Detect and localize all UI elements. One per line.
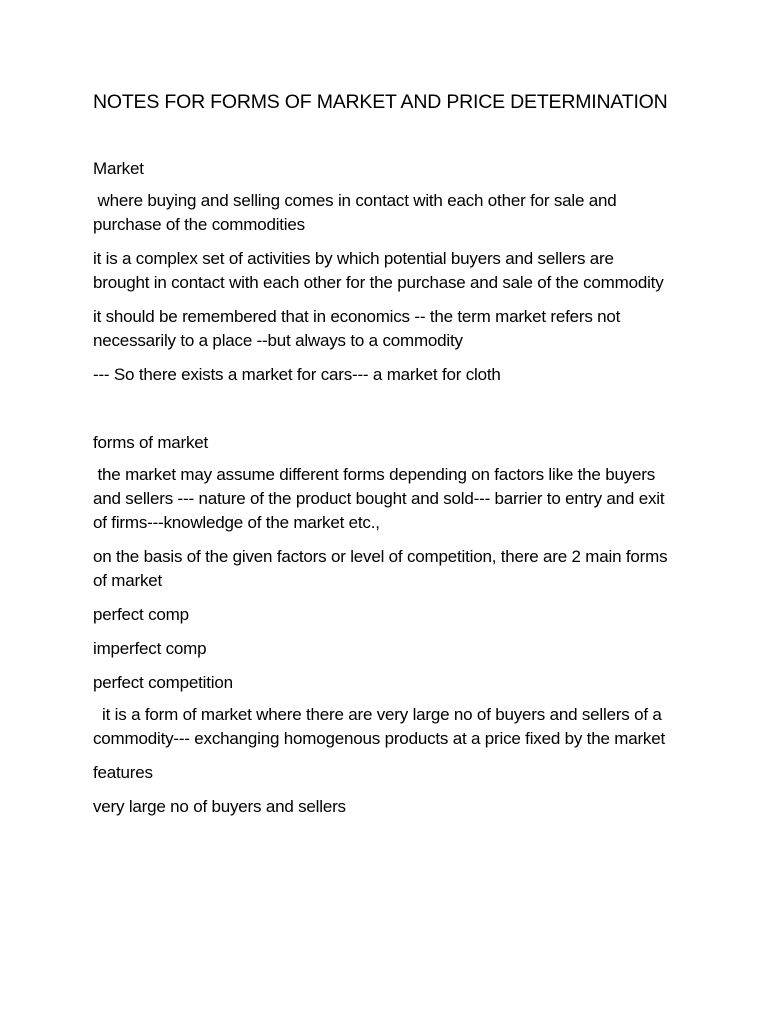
spacer xyxy=(93,353,673,363)
spacer xyxy=(93,387,673,431)
spacer xyxy=(93,593,673,603)
market-examples-paragraph: --- So there exists a market for cars--- a market for cloth xyxy=(93,365,501,384)
spacer xyxy=(93,455,673,463)
forms-basis-paragraph: on the basis of the given factors or level of competition, there are 2 main forms of market xyxy=(93,547,668,590)
perfect-comp-item: perfect comp xyxy=(93,605,189,624)
forms-factors-paragraph: the market may assume different forms depending on factors like the buyers and sellers --- nature of the product bought and sold--- barrier to entry and exit of firms---knowledge of the market etc., xyxy=(93,465,669,532)
document-body xyxy=(93,88,673,819)
forms-heading: forms of market xyxy=(93,433,209,452)
spacer xyxy=(93,661,673,671)
market-heading: Market xyxy=(93,159,144,178)
spacer xyxy=(93,695,673,703)
spacer xyxy=(93,751,673,761)
spacer xyxy=(93,785,673,795)
perfect-competition-paragraph: it is a form of market where there are very large no of buyers and sellers of a commodity--- exchanging homogenous products at a price fixed by the market xyxy=(93,705,667,748)
features-heading: features xyxy=(93,763,153,782)
perfect-competition-heading: perfect competition xyxy=(93,673,233,692)
market-definition-paragraph: where buying and selling comes in contact with each other for sale and purchase of the commodities xyxy=(93,191,622,234)
spacer xyxy=(93,181,673,189)
spacer xyxy=(93,295,673,305)
spacer xyxy=(93,116,673,157)
spacer xyxy=(93,535,673,545)
spacer xyxy=(93,237,673,247)
document-title: NOTES FOR FORMS OF MARKET AND PRICE DETERMINATION xyxy=(93,91,668,113)
imperfect-comp-item: imperfect comp xyxy=(93,639,207,658)
market-complex-paragraph: it is a complex set of activities by which potential buyers and sellers are brought in contact with each other for the purchase and sale of the commodity xyxy=(93,249,664,292)
feature-item: very large no of buyers and sellers xyxy=(93,797,346,816)
spacer xyxy=(93,627,673,637)
market-economics-paragraph: it should be remembered that in economics -- the term market refers not necessarily to a place --but always to a commodity xyxy=(93,307,621,350)
